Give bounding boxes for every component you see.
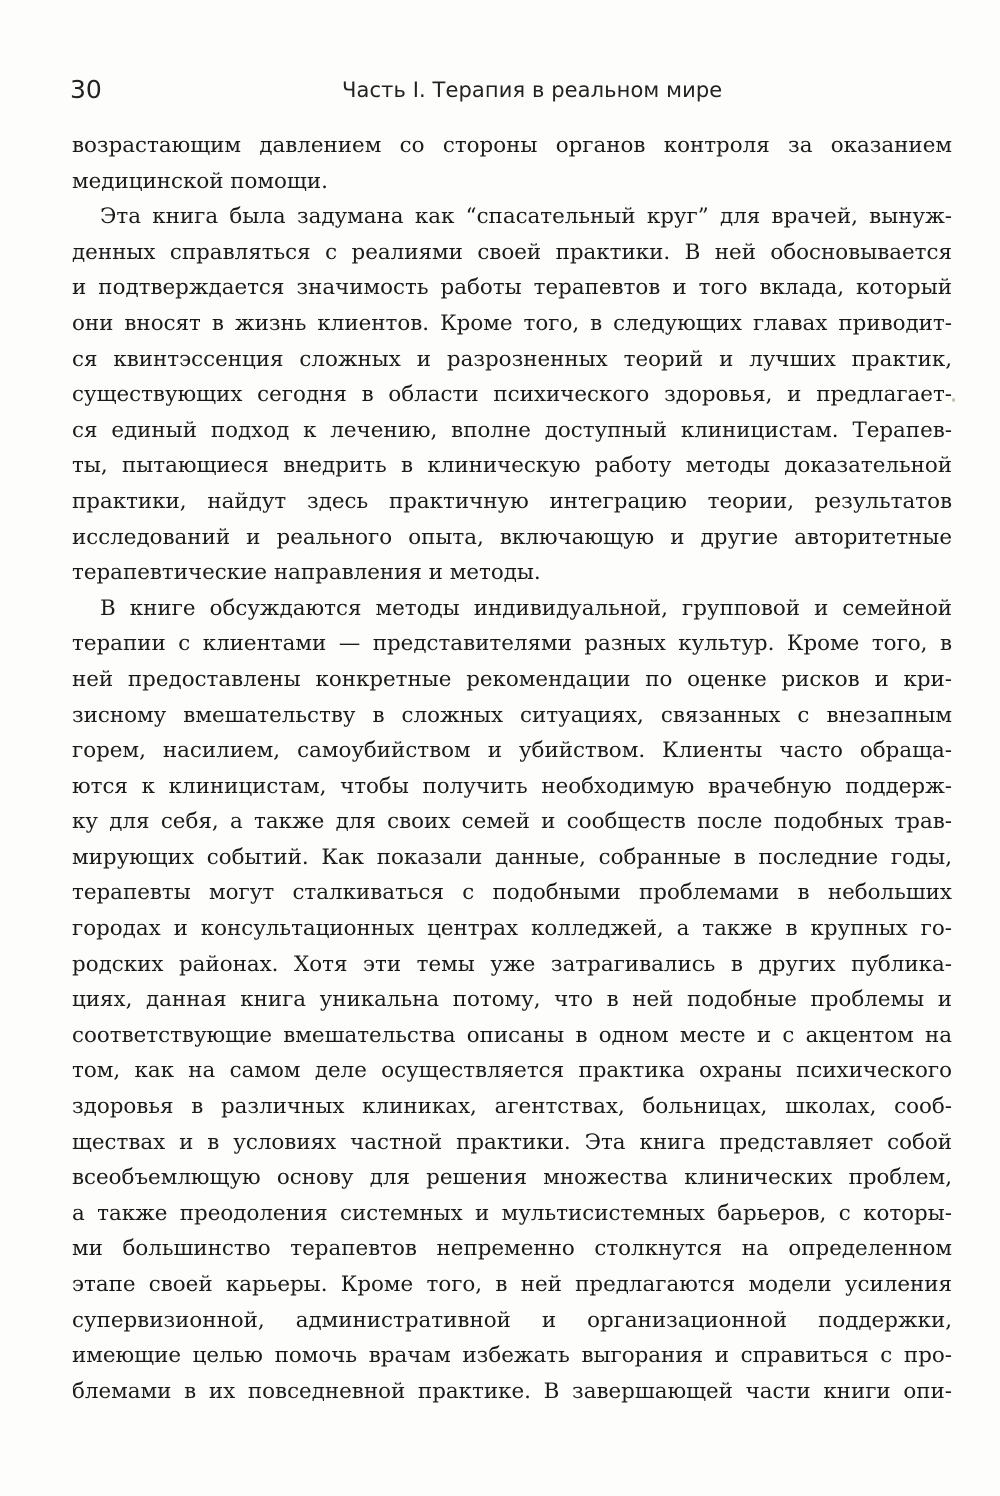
text-line: ку для себя, а также для своих семей и сообществ после подобных трав-	[72, 809, 952, 835]
text-line: терапии с клиентами — представителями разных культур. Кроме того, в	[72, 631, 952, 657]
text-line: исследований и реального опыта, включающую и другие авторитетные	[72, 524, 952, 550]
text-line: здоровья в различных клиниках, агентствах, больницах, школах, сооб-	[72, 1094, 952, 1120]
text-line: ся квинтэссенция сложных и разрозненных теорий и лучших практик,	[72, 346, 952, 372]
text-line: ществах и в условиях частной практики. Эта книга представляет собой	[72, 1129, 952, 1155]
text-line: практики, найдут здесь практичную интеграцию теории, результатов	[72, 488, 952, 514]
text-line: том, как на самом деле осуществляется практика охраны психического	[72, 1058, 952, 1084]
text-line: супервизионной, административной и организационной поддержки,	[72, 1307, 952, 1333]
text-line: блемами в их повседневной практике. В завершающей части книги опи-	[72, 1378, 952, 1404]
text-line: медицинской помощи.	[72, 168, 328, 194]
text-line: циях, данная книга уникальна потому, что в ней подобные проблемы и	[72, 987, 952, 1013]
text-line: возрастающим давлением со стороны органов контроля за оказанием	[72, 133, 952, 158]
text-line: В книге обсуждаются методы индивидуальной, групповой и семейной	[100, 595, 952, 621]
text-line: существующих сегодня в области психического здоровья, и предлагает-	[72, 382, 952, 408]
text-line: этапе своей карьеры. Кроме того, в ней предлагаются модели усиления	[72, 1272, 952, 1297]
text-line: ся единый подход к лечению, вполне доступный клиницистам. Терапев-	[72, 417, 952, 443]
text-line: они вносят в жизнь клиентов. Кроме того, в следующих главах приводит-	[72, 310, 952, 336]
text-line: имеющие целью помочь врачам избежать выгорания и справиться с про-	[72, 1343, 952, 1369]
paragraph	[72, 591, 952, 1410]
text-line: соответствующие вмешательства описаны в одном месте и с акцентом на	[72, 1022, 952, 1048]
text-line: родских районах. Хотя эти темы уже затрагивались в других публика-	[72, 951, 952, 977]
text-line: зисному вмешательству в сложных ситуациях, связанных с внезапным	[72, 702, 952, 728]
page-number: 30	[70, 75, 102, 104]
text-line: ты, пытающиеся внедрить в клиническую работу методы доказательной	[72, 453, 952, 479]
text-line: терапевты могут сталкиваться с подобными проблемами в небольших	[72, 880, 952, 906]
paragraph	[72, 128, 952, 199]
paper-speck	[952, 398, 955, 402]
running-head: Часть I. Терапия в реальном мире	[342, 78, 723, 102]
text-line: всеобъемлющую основу для решения множества клинических проблем,	[72, 1165, 952, 1191]
paragraph	[72, 199, 952, 591]
text-line: и подтверждается значимость работы терапевтов и того вклада, который	[72, 275, 952, 301]
text-line: ются к клиницистам, чтобы получить необходимую врачебную поддерж-	[72, 773, 952, 799]
text-line: городах и консультационных центрах колледжей, а также в крупных го-	[72, 916, 952, 942]
text-line: ми большинство терапевтов непременно столкнутся на определенном	[72, 1236, 952, 1262]
body-text	[72, 128, 952, 1409]
text-line: ней предоставлены конкретные рекомендации по оценке рисков и кри-	[72, 666, 952, 692]
page-header	[70, 72, 928, 108]
text-line: горем, насилием, самоубийством и убийством. Клиенты часто обраща-	[72, 738, 952, 764]
text-line: мирующих событий. Как показали данные, собранные в последние годы,	[72, 844, 952, 870]
text-line: денных справляться с реалиями своей практики. В ней обосновывается	[72, 239, 952, 265]
text-line: а также преодоления системных и мультисистемных барьеров, с которы-	[72, 1200, 952, 1226]
text-line: терапевтические направления и методы.	[72, 560, 541, 586]
text-line: Эта книга была задумана как “спасательный круг” для врачей, вынуж-	[100, 204, 952, 230]
